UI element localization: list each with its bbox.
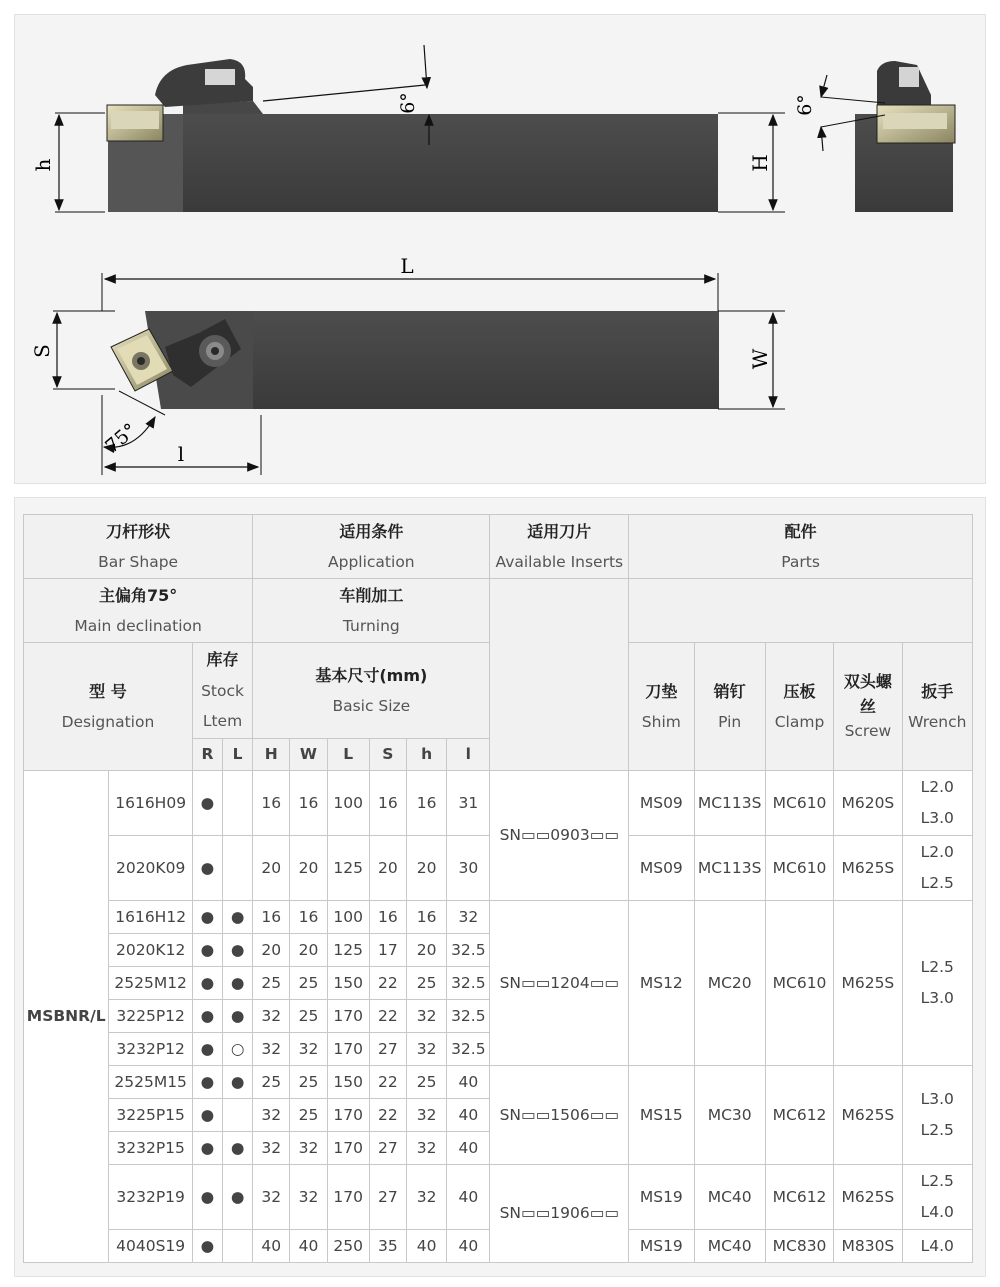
header-wrench-zh: 扳手 <box>921 681 954 701</box>
designation-cell: 1616H12 <box>109 901 192 934</box>
dim-cell: 25 <box>406 1066 446 1099</box>
screw-cell: M830S <box>834 1230 902 1263</box>
header-dim-H: H <box>253 739 290 771</box>
header-application <box>253 515 490 579</box>
wrench-value: L2.5 <box>920 1121 954 1139</box>
dim-cell: 32 <box>253 1000 290 1033</box>
dim-cell: 16 <box>290 901 327 934</box>
wrench-cell <box>902 771 972 836</box>
dim-label-S: S <box>30 344 54 358</box>
dim-cell: 40 <box>447 1230 490 1263</box>
dim-cell: 170 <box>327 1000 369 1033</box>
stock-r-cell: ● <box>192 1165 222 1230</box>
dim-cell: 32.5 <box>447 1000 490 1033</box>
dim-label-W: W <box>748 348 772 370</box>
dim-cell: 25 <box>290 1099 327 1132</box>
top-view <box>111 311 719 409</box>
dim-cell: 40 <box>290 1230 327 1263</box>
wrench-cell <box>902 836 972 901</box>
dim-label-L: L <box>400 254 414 278</box>
dim-cell: 40 <box>447 1132 490 1165</box>
dim-cell: 25 <box>290 1066 327 1099</box>
shim-cell: MS09 <box>629 836 694 901</box>
stock-r-cell: ● <box>192 1099 222 1132</box>
dim-cell: 32 <box>447 901 490 934</box>
dim-cell: 16 <box>369 901 406 934</box>
stock-r-cell: ● <box>192 1033 222 1066</box>
stock-r-cell: ● <box>192 1066 222 1099</box>
dim-label-angle-lead: 75° <box>101 419 142 458</box>
dim-cell: 20 <box>369 836 406 901</box>
stock-l-cell <box>223 1230 253 1263</box>
dim-cell: 170 <box>327 1132 369 1165</box>
dim-label-angle-top: 6° <box>397 92 419 114</box>
header-wrench-en: Wrench <box>908 712 967 731</box>
stock-r-cell: ● <box>192 934 222 967</box>
dim-cell: 32 <box>253 1165 290 1230</box>
dim-cell: 32 <box>290 1132 327 1165</box>
designation-cell: 2525M15 <box>109 1066 192 1099</box>
designation-cell: 4040S19 <box>109 1230 192 1263</box>
stock-r-cell: ● <box>192 771 222 836</box>
dim-cell: 40 <box>447 1165 490 1230</box>
dim-cell: 32 <box>406 1033 446 1066</box>
dim-label-h: h <box>31 158 55 172</box>
header-pin-zh: 销钉 <box>713 681 746 701</box>
header-turning <box>253 579 490 643</box>
pin-cell: MC40 <box>694 1165 765 1230</box>
header-basic-size-en: Basic Size <box>332 696 411 715</box>
insert-cell: SN▭▭1204▭▭ <box>490 901 629 1066</box>
wrench-value: L2.5 <box>920 958 954 977</box>
header-main-declination-zh: 主偏角75° <box>98 585 178 605</box>
wrench-value: L2.0 <box>920 778 954 797</box>
pin-cell: MC113S <box>694 771 765 836</box>
dim-cell: 31 <box>447 771 490 836</box>
dim-cell: 16 <box>253 771 290 836</box>
designation-cell: 3232P12 <box>109 1033 192 1066</box>
dim-cell: 32 <box>406 1132 446 1165</box>
dim-cell: 150 <box>327 967 369 1000</box>
header-dim-l: l <box>447 739 490 771</box>
table-row <box>24 771 973 836</box>
wrench-value: L3.0 <box>920 809 954 827</box>
header-stock <box>192 643 252 739</box>
dim-cell: 35 <box>369 1230 406 1263</box>
insert-cell: SN▭▭0903▭▭ <box>490 771 629 901</box>
dim-cell: 32 <box>290 1165 327 1230</box>
dim-label-H: H <box>748 154 772 172</box>
dim-cell: 100 <box>327 901 369 934</box>
designation-cell: 3225P12 <box>109 1000 192 1033</box>
pin-cell: MC40 <box>694 1230 765 1263</box>
header-screw-zh2: 丝 <box>859 697 876 717</box>
header-stock-l: L <box>223 739 253 771</box>
dim-cell: 40 <box>447 1066 490 1099</box>
wrench-cell <box>902 1165 972 1230</box>
header-inserts-zh: 适用刀片 <box>527 521 592 541</box>
dim-cell: 20 <box>406 934 446 967</box>
shim-cell: MS15 <box>629 1066 694 1165</box>
clamp-cell: MC830 <box>765 1230 833 1263</box>
dim-cell: 22 <box>369 1000 406 1033</box>
clamp-cell: MC612 <box>765 1165 833 1230</box>
dim-cell: 40 <box>447 1099 490 1132</box>
header-shim <box>629 643 694 771</box>
dim-cell: 150 <box>327 1066 369 1099</box>
dim-cell: 20 <box>290 836 327 901</box>
shim-cell: MS12 <box>629 901 694 1066</box>
header-basic-size-zh: 基本尺寸(mm) <box>315 665 428 685</box>
dim-cell: 250 <box>327 1230 369 1263</box>
dim-cell: 32 <box>290 1033 327 1066</box>
header-parts <box>629 515 973 579</box>
stock-r-cell: ● <box>192 901 222 934</box>
dim-cell: 125 <box>327 934 369 967</box>
header-parts-zh: 配件 <box>784 521 817 541</box>
wrench-cell <box>902 1066 972 1165</box>
header-pin-en: Pin <box>718 712 742 731</box>
tool-drawing <box>15 15 987 485</box>
header-stock-zh: 库存 <box>206 650 239 670</box>
stock-l-cell <box>223 771 253 836</box>
header-dim-L: L <box>327 739 369 771</box>
header-clamp <box>765 643 833 771</box>
wrench-value: L3.0 <box>920 1090 954 1109</box>
clamp-cell: MC612 <box>765 1066 833 1165</box>
designation-cell: 3232P15 <box>109 1132 192 1165</box>
table-row <box>24 1165 973 1230</box>
dim-cell: 40 <box>406 1230 446 1263</box>
header-stock-en2: Ltem <box>202 712 243 731</box>
header-shim-en: Shim <box>641 712 681 731</box>
tool-drawing-panel <box>14 14 986 484</box>
wrench-cell <box>902 1230 972 1263</box>
dim-cell: 16 <box>290 771 327 836</box>
wrench-value: L2.5 <box>920 874 954 892</box>
stock-l-cell: ● <box>223 1066 253 1099</box>
header-screw-zh1: 双头螺 <box>843 672 892 692</box>
dim-cell: 32 <box>253 1099 290 1132</box>
header-bar-shape <box>24 515 253 579</box>
dim-cell: 32.5 <box>447 934 490 967</box>
header-stock-en1: Stock <box>201 681 244 700</box>
wrench-value: L2.0 <box>920 843 954 862</box>
screw-cell: M625S <box>834 901 902 1066</box>
table-row <box>24 1066 973 1099</box>
designation-cell: 1616H09 <box>109 771 192 836</box>
spec-table <box>23 514 973 1263</box>
header-screw-en: Screw <box>844 722 892 741</box>
dim-cell: 32 <box>406 1000 446 1033</box>
dim-cell: 170 <box>327 1099 369 1132</box>
header-bar-shape-zh: 刀杆形状 <box>106 521 171 541</box>
insert-cell: SN▭▭1506▭▭ <box>490 1066 629 1165</box>
header-bar-shape-en: Bar Shape <box>98 552 179 571</box>
header-clamp-en: Clamp <box>774 712 825 731</box>
stock-l-cell: ● <box>223 967 253 1000</box>
stock-l-cell <box>223 1099 253 1132</box>
screw-cell: M625S <box>834 1165 902 1230</box>
side-view <box>107 59 718 212</box>
header-stock-r: R <box>192 739 222 771</box>
dim-cell: 20 <box>406 836 446 901</box>
header-pin <box>694 643 765 771</box>
header-turning-zh: 车削加工 <box>339 585 404 605</box>
pin-cell: MC20 <box>694 901 765 1066</box>
header-application-en: Application <box>328 552 415 571</box>
dim-cell: 32.5 <box>447 1033 490 1066</box>
header-designation <box>24 643 193 771</box>
stock-l-cell: ● <box>223 1132 253 1165</box>
designation-cell: 2020K12 <box>109 934 192 967</box>
screw-cell: M620S <box>834 771 902 836</box>
dim-cell: 25 <box>290 1000 327 1033</box>
dim-cell: 27 <box>369 1165 406 1230</box>
dim-cell: 22 <box>369 967 406 1000</box>
dim-cell: 25 <box>253 967 290 1000</box>
stock-r-cell: ● <box>192 1230 222 1263</box>
header-dim-h: h <box>406 739 446 771</box>
stock-l-cell <box>223 836 253 901</box>
dim-label-angle-side: 6° <box>794 94 816 116</box>
wrench-value: L2.5 <box>920 1172 954 1191</box>
screw-cell: M625S <box>834 836 902 901</box>
dim-cell: 16 <box>253 901 290 934</box>
dim-cell: 27 <box>369 1132 406 1165</box>
wrench-value: L3.0 <box>920 989 954 1007</box>
header-wrench <box>902 643 972 771</box>
screw-cell: M625S <box>834 1066 902 1165</box>
wrench-value: L4.0 <box>920 1203 954 1221</box>
dim-cell: 32 <box>253 1033 290 1066</box>
header-inserts <box>490 515 629 579</box>
header-turning-en: Turning <box>342 616 400 635</box>
designation-cell: 2525M12 <box>109 967 192 1000</box>
stock-l-cell: ● <box>223 1165 253 1230</box>
header-dim-W: W <box>290 739 327 771</box>
dim-cell: 20 <box>253 934 290 967</box>
header-main-declination <box>24 579 253 643</box>
dim-cell: 40 <box>253 1230 290 1263</box>
header-designation-en: Designation <box>61 712 155 731</box>
dim-cell: 32 <box>406 1165 446 1230</box>
header-dim-S: S <box>369 739 406 771</box>
dim-cell: 16 <box>369 771 406 836</box>
dim-cell: 25 <box>290 967 327 1000</box>
shim-cell: MS19 <box>629 1230 694 1263</box>
stock-r-cell: ● <box>192 1132 222 1165</box>
dim-cell: 170 <box>327 1165 369 1230</box>
stock-l-cell: ● <box>223 901 253 934</box>
designation-cell: 2020K09 <box>109 836 192 901</box>
pin-cell: MC113S <box>694 836 765 901</box>
pin-cell: MC30 <box>694 1066 765 1165</box>
dim-cell: 22 <box>369 1099 406 1132</box>
stock-l-cell: ● <box>223 1000 253 1033</box>
designation-cell: 3232P19 <box>109 1165 192 1230</box>
series-label: MSBNR/L <box>24 771 109 1263</box>
clamp-cell: MC610 <box>765 901 833 1066</box>
header-parts-blank <box>629 579 973 643</box>
insert-cell: SN▭▭1906▭▭ <box>490 1165 629 1263</box>
header-inserts-en: Available Inserts <box>495 552 624 571</box>
header-inserts-blank <box>490 579 629 771</box>
header-main-declination-en: Main declination <box>74 616 202 635</box>
dim-cell: 32 <box>406 1099 446 1132</box>
dim-cell: 170 <box>327 1033 369 1066</box>
dim-cell: 32.5 <box>447 967 490 1000</box>
dim-cell: 17 <box>369 934 406 967</box>
wrench-cell <box>902 901 972 1066</box>
stock-l-cell: ○ <box>223 1033 253 1066</box>
dim-cell: 20 <box>253 836 290 901</box>
stock-r-cell: ● <box>192 1000 222 1033</box>
dim-cell: 100 <box>327 771 369 836</box>
dim-cell: 27 <box>369 1033 406 1066</box>
wrench-value: L4.0 <box>920 1236 954 1255</box>
stock-r-cell: ● <box>192 967 222 1000</box>
header-parts-en: Parts <box>781 552 820 571</box>
dim-cell: 25 <box>406 967 446 1000</box>
clamp-cell: MC610 <box>765 771 833 836</box>
dim-cell: 22 <box>369 1066 406 1099</box>
spec-sheet-panel <box>14 497 986 1277</box>
designation-cell: 3225P15 <box>109 1099 192 1132</box>
header-designation-zh: 型 号 <box>89 681 127 701</box>
header-application-zh: 适用条件 <box>339 521 404 541</box>
dim-cell: 16 <box>406 901 446 934</box>
dim-cell: 125 <box>327 836 369 901</box>
header-basic-size <box>253 643 490 739</box>
header-shim-zh: 刀垫 <box>645 681 678 701</box>
shim-cell: MS09 <box>629 771 694 836</box>
end-view <box>855 61 955 212</box>
clamp-cell: MC610 <box>765 836 833 901</box>
dim-label-l: l <box>177 442 185 466</box>
header-screw <box>834 643 902 771</box>
stock-r-cell: ● <box>192 836 222 901</box>
dim-cell: 32 <box>253 1132 290 1165</box>
dim-cell: 30 <box>447 836 490 901</box>
header-clamp-zh: 压板 <box>783 681 816 701</box>
table-row <box>24 901 973 934</box>
dim-cell: 16 <box>406 771 446 836</box>
shim-cell: MS19 <box>629 1165 694 1230</box>
stock-l-cell: ● <box>223 934 253 967</box>
dim-cell: 20 <box>290 934 327 967</box>
dim-cell: 25 <box>253 1066 290 1099</box>
